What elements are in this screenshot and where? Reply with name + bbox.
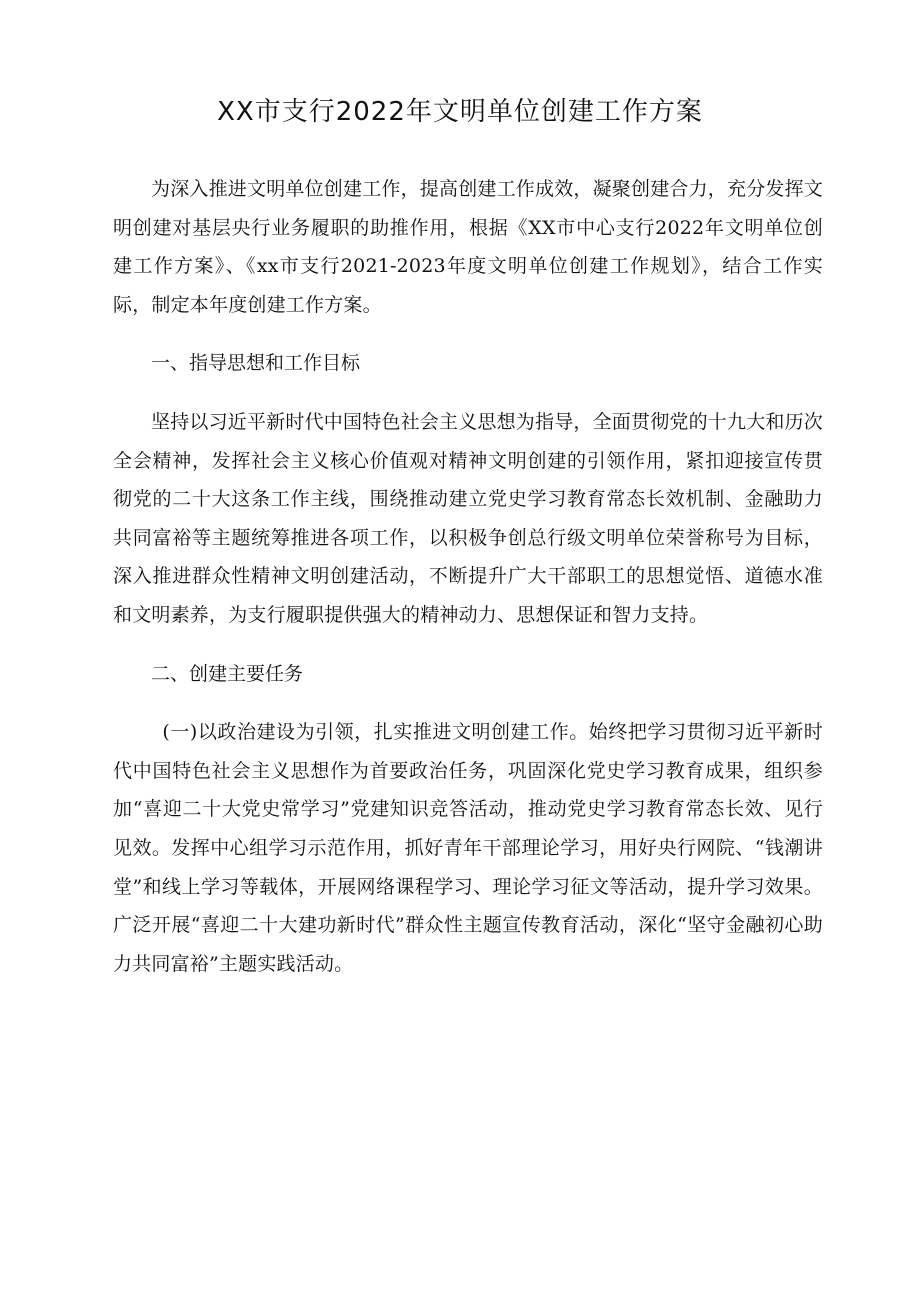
intro-paragraph: 为深入推进文明单位创建工作，提高创建工作成效，凝聚创建合力，充分发挥文明创建对基层央行业务履职的助推作用，根据《XX市中心支行2022年文明单位创建工作方案》、《xx市支行2021-2023年度文明单位创建工作规划》，结合工作实际，制定本年度创建工作方案。 (113, 178, 824, 316)
document-title: XX市支行2022年文明单位创建工作方案 (217, 97, 703, 127)
spacer (113, 693, 823, 713)
section-1-heading: 一、指导思想和工作目标 (151, 352, 361, 375)
section-2-heading: 二、创建主要任务 (151, 662, 304, 685)
section-1-paragraph: 坚持以习近平新时代中国特色社会主义思想为指导，全面贯彻党的十九大和历次全会精神，发挥社会主义核心价值观对精神文明创建的引领作用，紧扣迎接宣传贯彻党的二十大这条工作主线，围绕推动建立党史学习教育常态长效机制、金融助力共同富裕等主题统筹推进各项工作，以积极争创总行级文明单位荣誉称号为目标，深入推进群众性精神文明创建活动，不断提升广大干部职工的思想觉悟、道德水准和文明素养，为支行履职提供强大的精神动力、思想保证和智力支持。 (113, 410, 824, 626)
spacer (113, 383, 823, 403)
document-body (113, 170, 823, 983)
spacer (113, 324, 823, 344)
section-2-item-1-paragraph: (一)以政治建设为引领，扎实推进文明创建工作。始终把学习贯彻习近平新时代中国特色社会主义思想作为首要政治任务，巩固深化党史学习教育成果，组织参加“喜迎二十大党史常学习”党建知识竞答活动，推动党史学习教育常态长效、见行见效。发挥中心组学习示范作用，抓好青年干部理论学习，用好央行网院、“钱潮讲堂”和线上学习等载体，开展网络课程学习、理论学习征文等活动，提升学习效果。广泛开展“喜迎二十大建功新时代”群众性主题宣传教育活动，深化“坚守金融初心助力共同富裕”主题实践活动。 (113, 721, 823, 975)
spacer (113, 635, 823, 655)
